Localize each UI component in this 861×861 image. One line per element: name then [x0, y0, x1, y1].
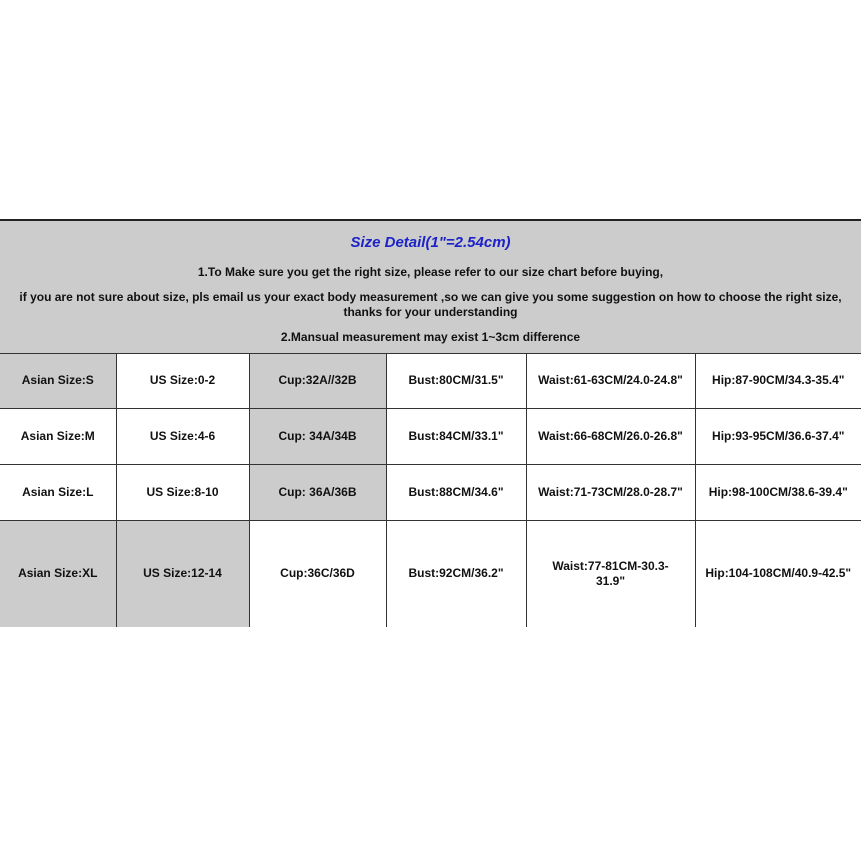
- cup-size-cell: Cup: 34A/34B: [249, 408, 386, 464]
- asian-size-cell: Asian Size:S: [0, 354, 116, 408]
- asian-size-cell: Asian Size:L: [0, 464, 116, 520]
- bust-cell: Bust:84CM/33.1": [386, 408, 526, 464]
- size-chart-header: [0, 221, 861, 354]
- hip-cell: Hip:87-90CM/34.3-35.4": [695, 354, 861, 408]
- size-note-2: if you are not sure about size, pls email us your exact body measurement ,so we can give you some suggestion on how to choose the right size, thanks for your understanding: [19, 290, 842, 319]
- size-chart: [0, 219, 861, 627]
- hip-cell: Hip:104-108CM/40.9-42.5": [695, 520, 861, 627]
- us-size-cell: US Size:8-10: [116, 464, 249, 520]
- size-table: [0, 354, 861, 627]
- table-row: [0, 354, 861, 408]
- asian-size-cell: Asian Size:M: [0, 408, 116, 464]
- bust-cell: Bust:92CM/36.2": [386, 520, 526, 627]
- us-size-cell: US Size:4-6: [116, 408, 249, 464]
- table-row: [0, 408, 861, 464]
- cup-size-cell: Cup:36C/36D: [249, 520, 386, 627]
- hip-cell: Hip:93-95CM/36.6-37.4": [695, 408, 861, 464]
- us-size-cell: US Size:12-14: [116, 520, 249, 627]
- cup-size-cell: Cup: 36A/36B: [249, 464, 386, 520]
- waist-cell: Waist:66-68CM/26.0-26.8": [526, 408, 695, 464]
- size-note-1: 1.To Make sure you get the right size, please refer to our size chart before buying,: [197, 265, 664, 279]
- size-note-3: 2.Mansual measurement may exist 1~3cm difference: [280, 330, 581, 344]
- us-size-cell: US Size:0-2: [116, 354, 249, 408]
- waist-cell: Waist:71-73CM/28.0-28.7": [526, 464, 695, 520]
- size-chart-title: Size Detail(1"=2.54cm): [350, 234, 511, 251]
- waist-cell: Waist:77-81CM-30.3-31.9": [526, 520, 695, 627]
- cup-size-cell: Cup:32A//32B: [249, 354, 386, 408]
- waist-cell: Waist:61-63CM/24.0-24.8": [526, 354, 695, 408]
- asian-size-cell: Asian Size:XL: [0, 520, 116, 627]
- hip-cell: Hip:98-100CM/38.6-39.4": [695, 464, 861, 520]
- table-row: [0, 520, 861, 627]
- bust-cell: Bust:88CM/34.6": [386, 464, 526, 520]
- bust-cell: Bust:80CM/31.5": [386, 354, 526, 408]
- table-row: [0, 464, 861, 520]
